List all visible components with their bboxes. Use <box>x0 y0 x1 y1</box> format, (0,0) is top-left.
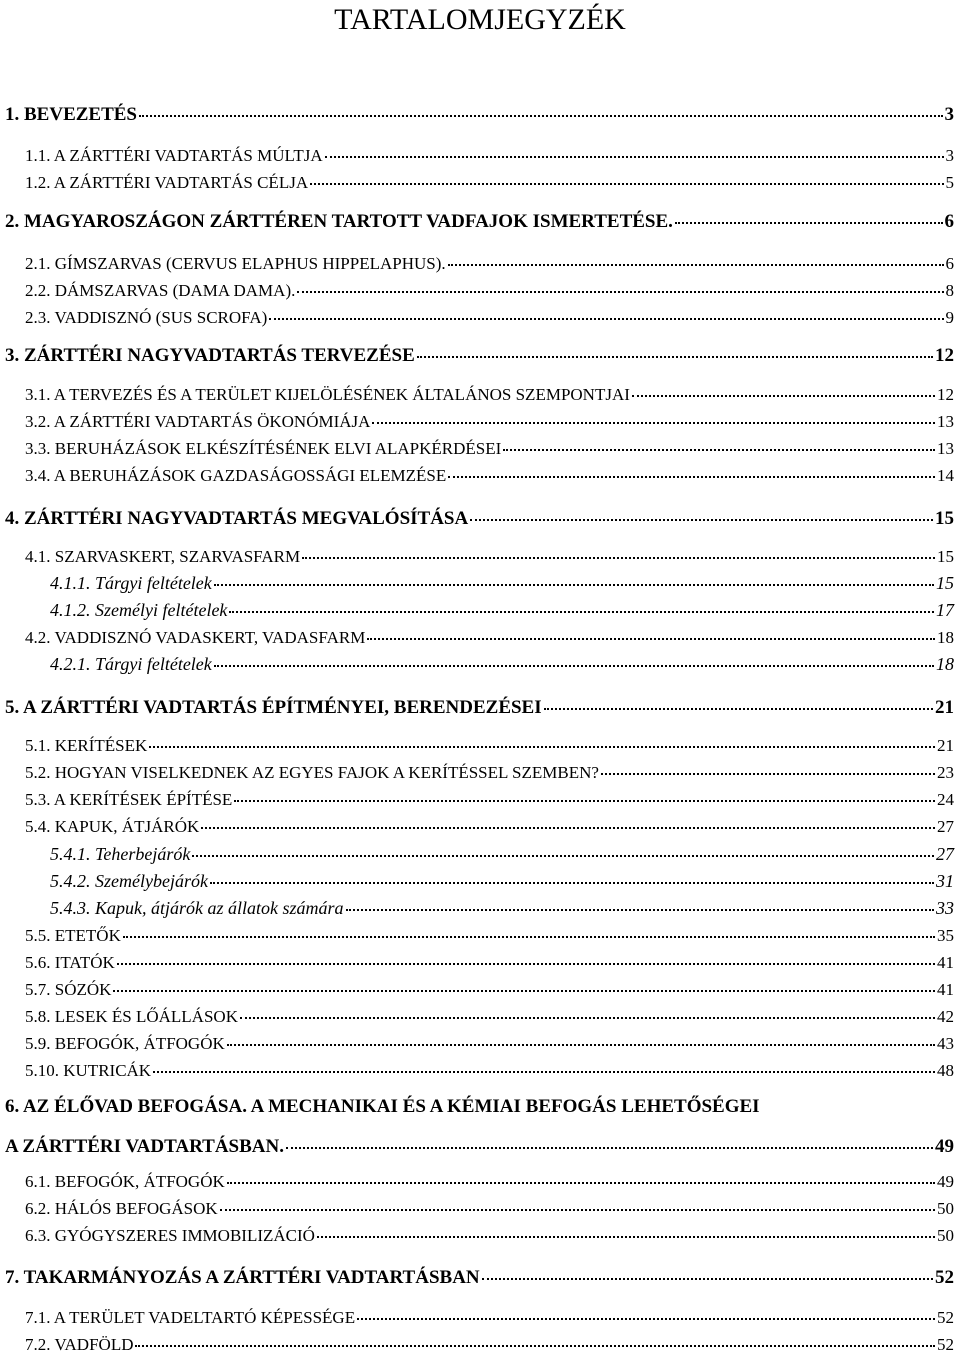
dot-leader <box>503 448 935 451</box>
toc-page-number: 15 <box>936 573 954 593</box>
dot-leader <box>192 854 934 857</box>
toc-page-number: 48 <box>937 1061 954 1080</box>
toc-page-number: 3 <box>945 146 954 165</box>
dot-leader <box>632 394 935 397</box>
toc-page-number: 9 <box>945 308 954 327</box>
toc-entry[interactable] <box>25 1034 954 1054</box>
toc-entry-label: 3.4. A BERUHÁZÁSOK GAZDASÁGOSSÁGI ELEMZÉSE <box>25 466 447 485</box>
dot-leader <box>448 263 944 266</box>
dot-leader <box>310 182 943 185</box>
toc-entry-label: 6.3. GYÓGYSZERES IMMOBILIZÁCIÓ <box>25 1226 315 1245</box>
toc-entry[interactable] <box>25 385 954 405</box>
toc-entry-label: 2.3. VADDISZNÓ (SUS SCROFA) <box>25 308 268 327</box>
toc-entry-label: 6.2. HÁLÓS BEFOGÁSOK <box>25 1199 218 1218</box>
toc-page-number: 12 <box>935 345 954 366</box>
dot-leader <box>201 826 935 829</box>
toc-page-number: 21 <box>937 736 954 755</box>
toc-entry-label: 5.4.1. Teherbejárók <box>50 844 191 864</box>
toc-page-number: 41 <box>937 953 954 972</box>
toc-page-number: 43 <box>937 1034 954 1053</box>
toc-page-number: 23 <box>937 763 954 782</box>
toc-entry[interactable] <box>50 600 954 621</box>
toc-page-number: 27 <box>936 844 954 864</box>
toc-entry-label: 3.1. A TERVEZÉS ÉS A TERÜLET KIJELÖLÉSÉNEK ÁLTALÁNOS SZEMPONTJAI <box>25 385 630 404</box>
toc-entry[interactable] <box>25 736 954 756</box>
toc-entry[interactable] <box>5 345 954 367</box>
toc-entry-label: 4.1. SZARVASKERT, SZARVASFARM <box>25 547 301 566</box>
toc-page-number: 18 <box>936 654 954 674</box>
toc-entry-label: 6.1. BEFOGÓK, ÁTFOGÓK <box>25 1172 225 1191</box>
toc-entry[interactable] <box>25 1061 954 1081</box>
toc-entry-label: 5.6. ITATÓK <box>25 953 115 972</box>
toc-entry[interactable] <box>25 926 954 946</box>
toc-entry-label: 5.8. LESEK ÉS LŐÁLLÁSOK <box>25 1007 238 1026</box>
toc-page-number: 50 <box>937 1199 954 1218</box>
toc-entry-label: 1.1. A ZÁRTTÉRI VADTARTÁS MÚLTJA <box>25 146 323 165</box>
toc-entry-label: 5. A ZÁRTTÉRI VADTARTÁS ÉPÍTMÉNYEI, BERENDEZÉSEI <box>5 697 542 718</box>
dot-leader <box>675 221 943 224</box>
toc-entry-label: 3.3. BERUHÁZÁSOK ELKÉSZÍTÉSÉNEK ELVI ALAPKÉRDÉSEI <box>25 439 502 458</box>
dot-leader <box>448 475 935 478</box>
dot-leader <box>113 989 935 992</box>
toc-entry[interactable] <box>25 1308 954 1328</box>
dot-leader <box>470 518 933 521</box>
toc-page-number: 27 <box>937 817 954 836</box>
toc-entry[interactable] <box>25 1007 954 1027</box>
dot-leader <box>227 1043 935 1046</box>
toc-chapter-6-line1[interactable]: 6. AZ ÉLŐVAD BEFOGÁSA. A MECHANIKAI ÉS A KÉMIAI BEFOGÁS LEHETŐSÉGEI <box>5 1096 760 1117</box>
dot-leader <box>325 155 944 158</box>
dot-leader <box>117 962 935 965</box>
toc-entry-label: 5.7. SÓZÓK <box>25 980 112 999</box>
toc-entry-label: 5.2. HOGYAN VISELKEDNEK AZ EGYES FAJOK A KERÍTÉSSEL SZEMBEN? <box>25 763 599 782</box>
dot-leader <box>210 881 934 884</box>
page-title: TARTALOMJEGYZÉK <box>334 3 626 36</box>
toc-entry[interactable] <box>25 980 954 1000</box>
toc-entry[interactable] <box>25 790 954 810</box>
toc-entry[interactable] <box>5 697 954 719</box>
dot-leader <box>214 583 934 586</box>
dot-leader <box>482 1277 933 1280</box>
toc-entry-label: 4.1.1. Tárgyi feltételek <box>50 573 212 593</box>
toc-entry[interactable] <box>25 1226 954 1246</box>
toc-entry-label: 1.2. A ZÁRTTÉRI VADTARTÁS CÉLJA <box>25 173 309 192</box>
dot-leader <box>234 799 935 802</box>
toc-page-number: 41 <box>937 980 954 999</box>
toc-entry[interactable] <box>25 439 954 459</box>
dot-leader <box>367 637 935 640</box>
toc-page-number: 35 <box>937 926 954 945</box>
toc-entry[interactable] <box>50 844 954 865</box>
dot-leader <box>240 1016 935 1019</box>
toc-entry[interactable] <box>5 211 954 233</box>
dot-leader <box>317 1235 935 1238</box>
toc-page-number: 33 <box>936 898 954 918</box>
toc-entry-label: 3.2. A ZÁRTTÉRI VADTARTÁS ÖKONÓMIÁJA <box>25 412 371 431</box>
dot-leader <box>123 935 935 938</box>
toc-page-number: 17 <box>936 600 954 620</box>
toc-entry[interactable] <box>50 654 954 675</box>
dot-leader <box>229 610 934 613</box>
toc-entry[interactable] <box>5 104 954 126</box>
toc-entry-label: 2.2. DÁMSZARVAS (DAMA DAMA). <box>25 281 296 300</box>
toc-page-number: 15 <box>937 547 954 566</box>
toc-page-number: 13 <box>937 439 954 458</box>
dot-leader <box>346 908 934 911</box>
dot-leader <box>269 317 943 320</box>
toc-entry[interactable] <box>25 817 954 837</box>
toc-entry[interactable] <box>50 898 954 919</box>
toc-entry[interactable] <box>5 508 954 530</box>
dot-leader <box>149 745 935 748</box>
toc-entry-label: 5.4.2. Személybejárók <box>50 871 208 891</box>
toc-entry[interactable] <box>25 1335 954 1355</box>
dot-leader <box>544 707 933 710</box>
toc-entry-label: 5.4. KAPUK, ÁTJÁRÓK <box>25 817 200 836</box>
toc-entry-label: 5.3. A KERÍTÉSEK ÉPÍTÉSE <box>25 790 233 809</box>
toc-entry-label: 5.9. BEFOGÓK, ÁTFOGÓK <box>25 1034 225 1053</box>
dot-leader <box>220 1208 935 1211</box>
dot-leader <box>357 1317 935 1320</box>
toc-entry-label: 5.10. KUTRICÁK <box>25 1061 152 1080</box>
toc-page-number: 13 <box>937 412 954 431</box>
toc-page-number: 15 <box>935 508 954 529</box>
toc-entry[interactable] <box>25 1199 954 1219</box>
toc-entry[interactable] <box>5 1267 954 1289</box>
toc-page-number: 21 <box>935 697 954 718</box>
toc-entry[interactable] <box>25 308 954 328</box>
dot-leader <box>214 664 934 667</box>
toc-entry-label: 3. ZÁRTTÉRI NAGYVADTARTÁS TERVEZÉSE <box>5 345 415 366</box>
toc-page-number: 24 <box>937 790 954 809</box>
toc-entry[interactable] <box>25 254 954 274</box>
toc-entry-label: 5.1. KERÍTÉSEK <box>25 736 148 755</box>
toc-entry-label: 1. BEVEZETÉS <box>5 104 137 125</box>
dot-leader <box>286 1146 933 1149</box>
toc-page-number: 12 <box>937 385 954 404</box>
toc-page-number: 8 <box>945 281 954 300</box>
dot-leader <box>135 1344 935 1347</box>
dot-leader <box>302 556 935 559</box>
toc-page-number: 49 <box>935 1136 954 1157</box>
dot-leader <box>601 772 935 775</box>
toc-page-number: 14 <box>937 466 954 485</box>
toc-page-number: 49 <box>937 1172 954 1191</box>
toc-entry-label: 5.4.3. Kapuk, átjárók az állatok számára <box>50 898 344 918</box>
toc-entry[interactable] <box>25 412 954 432</box>
toc-page-number: 5 <box>945 173 954 192</box>
toc-entry[interactable] <box>25 953 954 973</box>
toc-entry[interactable] <box>25 281 954 301</box>
dot-leader <box>417 355 933 358</box>
toc-page-number: 3 <box>944 104 954 125</box>
dot-leader <box>297 290 943 293</box>
toc-page-number: 18 <box>937 628 954 647</box>
toc-page-number: 6 <box>944 211 954 232</box>
toc-entry[interactable] <box>25 466 954 486</box>
toc-entry-label: 4. ZÁRTTÉRI NAGYVADTARTÁS MEGVALÓSÍTÁSA <box>5 508 469 529</box>
toc-chapter-6-line2[interactable] <box>5 1136 954 1158</box>
toc-page-number: 52 <box>935 1267 954 1288</box>
dot-leader <box>139 114 943 117</box>
toc-entry[interactable] <box>50 871 954 892</box>
dot-leader <box>372 421 935 424</box>
dot-leader <box>227 1181 935 1184</box>
toc-page-number: 31 <box>936 871 954 891</box>
toc-entry[interactable] <box>25 146 954 166</box>
toc-entry[interactable] <box>25 547 954 567</box>
toc-entry[interactable] <box>25 173 954 193</box>
toc-entry-label: 4.1.2. Személyi feltételek <box>50 600 228 620</box>
toc-entry[interactable] <box>25 628 954 648</box>
toc-page-number: 52 <box>937 1335 954 1354</box>
toc-entry-label: 7. TAKARMÁNYOZÁS A ZÁRTTÉRI VADTARTÁSBAN <box>5 1267 480 1288</box>
toc-entry[interactable] <box>25 1172 954 1192</box>
dot-leader <box>153 1070 935 1073</box>
toc-entry-label: 4.2.1. Tárgyi feltételek <box>50 654 212 674</box>
toc-page-number: 6 <box>945 254 954 273</box>
toc-entry-label: 2. MAGYAROSZÁGON ZÁRTTÉREN TARTOTT VADFAJOK ISMERTETÉSE. <box>5 211 673 232</box>
toc-page-number: 42 <box>937 1007 954 1026</box>
toc-page-number: 50 <box>937 1226 954 1245</box>
toc-entry-label: 7.1. A TERÜLET VADELTARTÓ KÉPESSÉGE <box>25 1308 356 1327</box>
toc-entry-label: 4.2. VADDISZNÓ VADASKERT, VADASFARM <box>25 628 366 647</box>
toc-entry-label: 5.5. ETETŐK <box>25 926 121 945</box>
toc-entry-label: 7.2. VADFÖLD <box>25 1335 134 1354</box>
toc-page-number: 52 <box>937 1308 954 1327</box>
toc-entry-label: 2.1. GÍMSZARVAS (CERVUS ELAPHUS HIPPELAPHUS). <box>25 254 446 273</box>
toc-entry-label: A ZÁRTTÉRI VADTARTÁSBAN. <box>5 1136 284 1157</box>
toc-entry[interactable] <box>25 763 954 783</box>
toc-entry[interactable] <box>50 573 954 594</box>
